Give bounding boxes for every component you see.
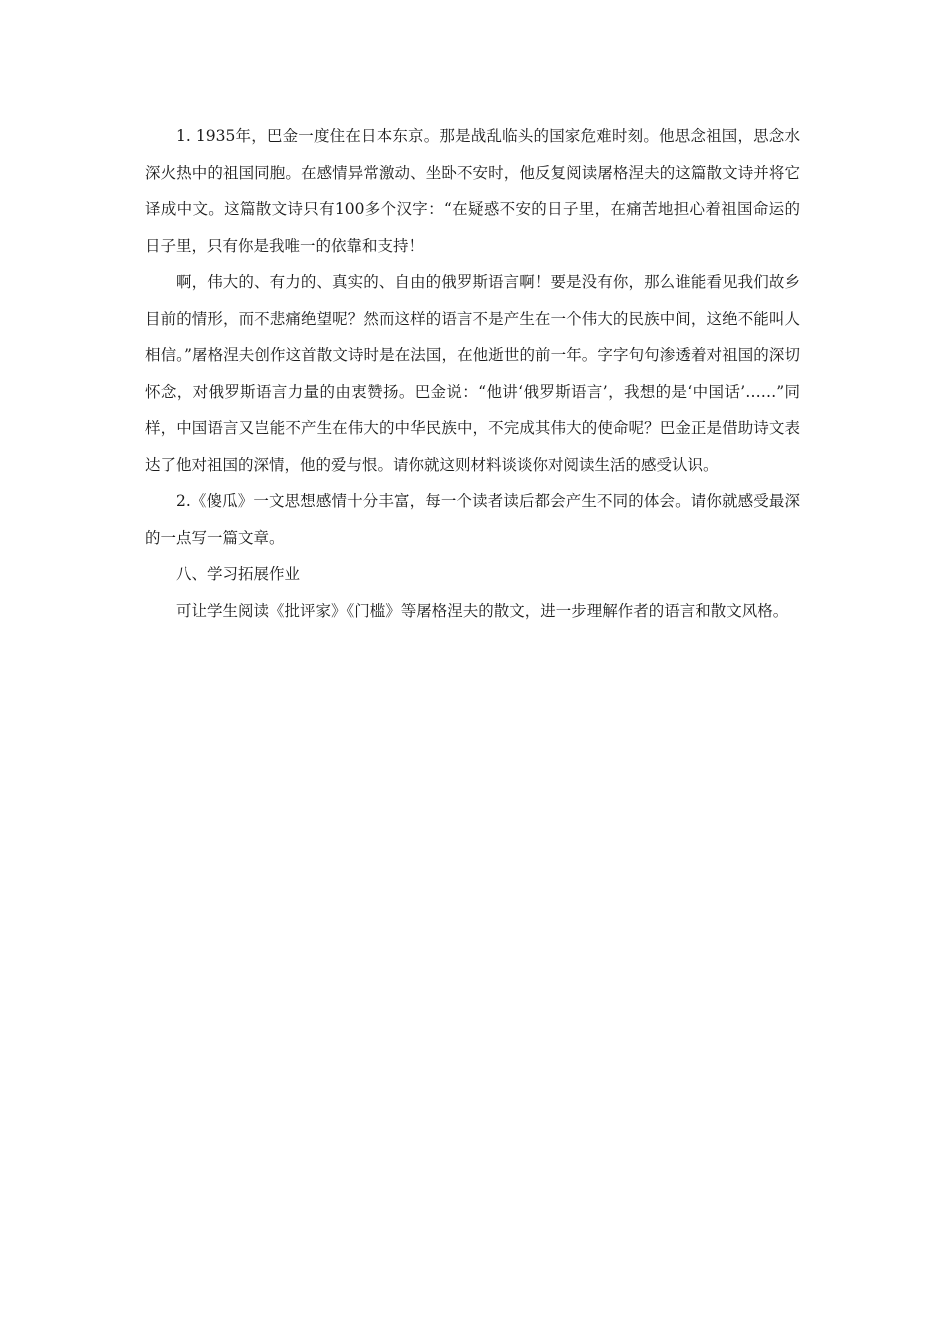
paragraph-question-2: 2.《傻瓜》一文思想感情十分丰富，每一个读者读后都会产生不同的体会。请你就感受最深的一点写一篇文章。 <box>145 492 800 547</box>
document-body <box>145 118 800 629</box>
paragraph-question-1: 1. 1935年，巴金一度住在日本东京。那是战乱临头的国家危难时刻。他思念祖国，思念水深火热中的祖国同胞。在感情异常激动、坐卧不安时，他反复阅读屠格涅夫的这篇散文诗并将它译成中文。这篇散文诗只有100多个汉字：“在疑惑不安的日子里，在痛苦地担心着祖国命运的日子里，只有你是我唯一的依靠和支持！ <box>145 127 800 255</box>
section-heading-extension-homework: 八、学习拓展作业 <box>176 565 301 583</box>
paragraph-extension-homework: 可让学生阅读《批评家》《门槛》等屠格涅夫的散文，进一步理解作者的语言和散文风格。 <box>176 601 789 620</box>
paragraph-question-1-continued: 啊，伟大的、有力的、真实的、自由的俄罗斯语言啊！要是没有你，那么谁能看见我们故乡目前的情形，而不悲痛绝望呢？然而这样的语言不是产生在一个伟大的民族中间，这绝不能叫人相信。”屠格涅夫创作这首散文诗时是在法国，在他逝世的前一年。字字句句渗透着对祖国的深切怀念，对俄罗斯语言力量的由衷赞扬。巴金说：“他讲‘俄罗斯语言’，我想的是‘中国话’……”同样，中国语言又岂能不产生在伟大的中华民族中，不完成其伟大的使命呢？巴金正是借助诗文表达了他对祖国的深情，他的爱与恨。请你就这则材料谈谈你对阅读生活的感受认识。 <box>145 273 800 474</box>
